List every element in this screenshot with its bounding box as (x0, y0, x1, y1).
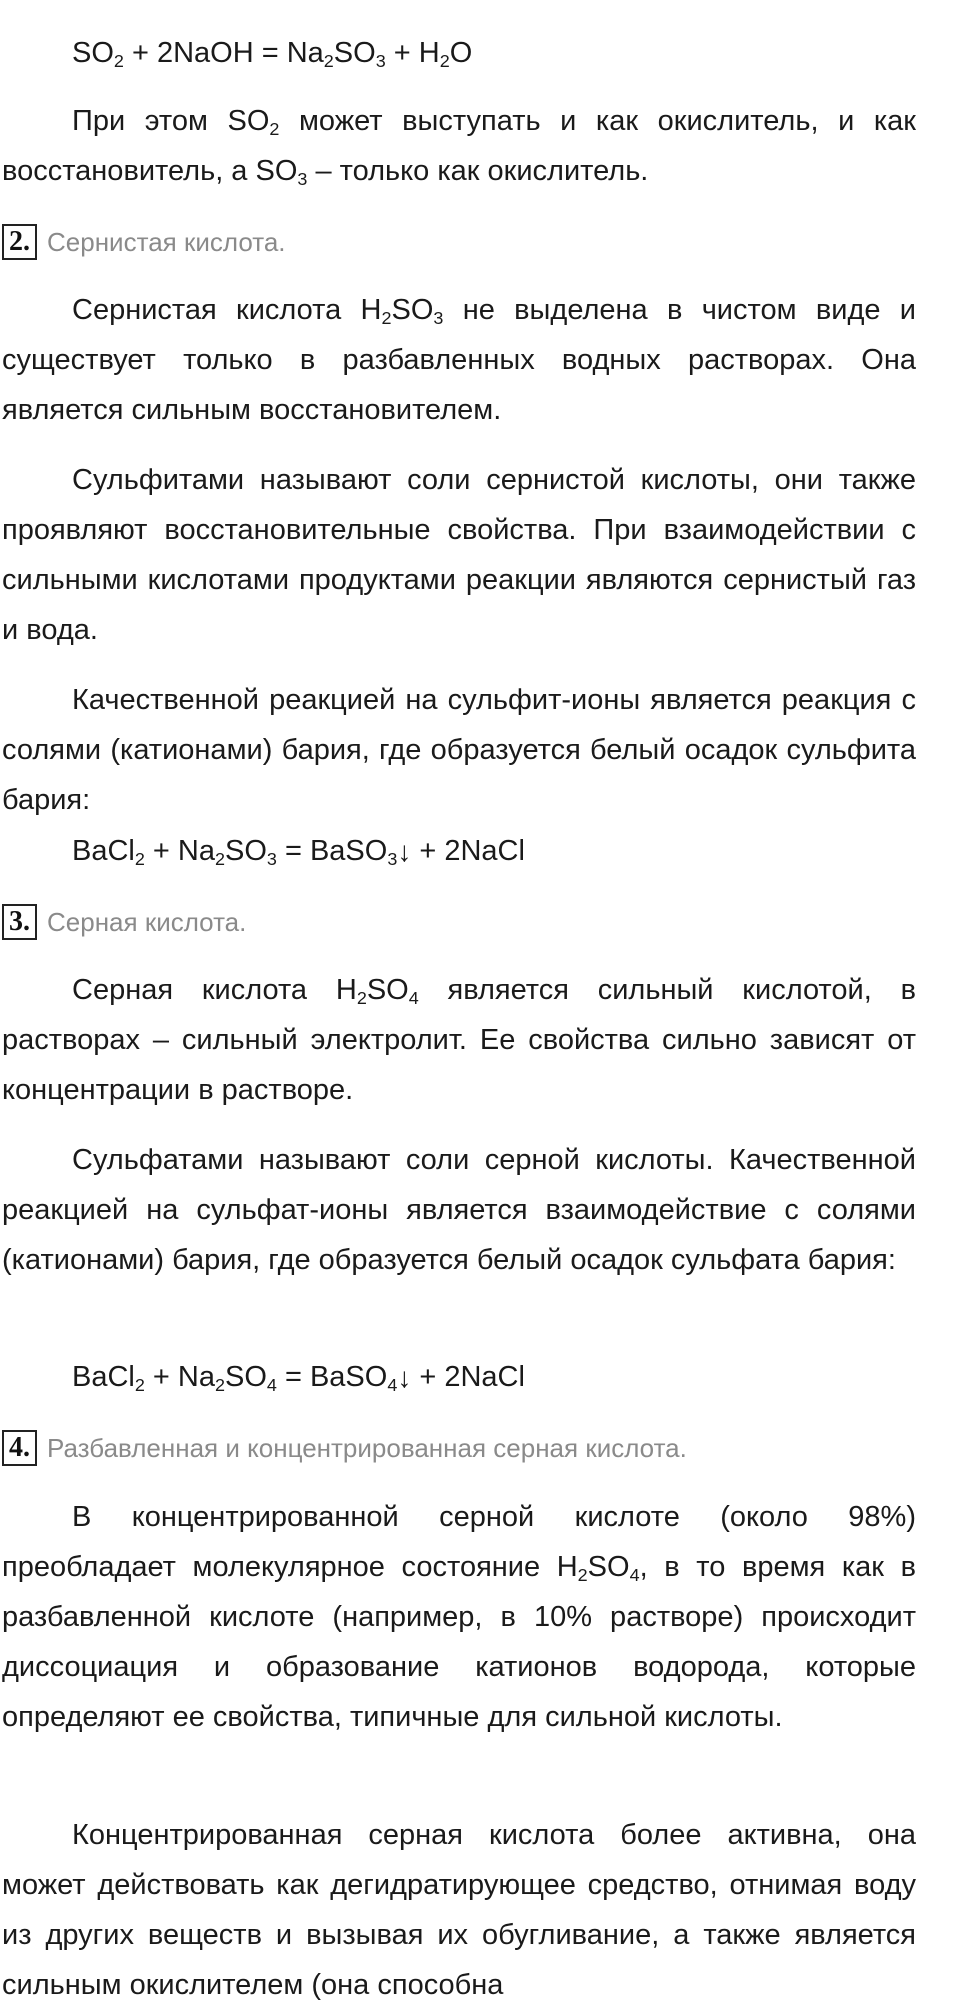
formula-subscript: 4 (387, 1375, 398, 1396)
formula-part: SO (333, 37, 376, 69)
text-run: В концентрированной серной кислоте (около 98%) преобладает молекулярное состояние H (2, 1501, 916, 1583)
text-subscript: 3 (297, 169, 308, 190)
text-run: является сильный кислотой, в растворах – сильный электролит. Ее свойства сильно зависят от концентрации в растворе. (2, 974, 916, 1106)
formula-part: = BaSO (276, 835, 388, 867)
text-run: Серная кислота H (72, 974, 357, 1006)
formula-part: + Na (144, 835, 215, 867)
formula-part: + H (385, 37, 440, 69)
formula-part: + 2NaOH = Na (123, 37, 324, 69)
text-run: не выделена в чистом виде и существует только в разбавленных водных растворах. Она является сильным восстановителем. (2, 294, 916, 426)
precipitate-arrow-icon: ↓ (397, 836, 412, 867)
formula-part: + 2NaCl (411, 835, 525, 867)
formula-subscript: 2 (214, 1375, 225, 1396)
formula-subscript: 2 (134, 1375, 145, 1396)
formula-subscript: 2 (323, 51, 334, 72)
text-run: может выступать и как окислитель, и как восстановитель, а SO (2, 105, 916, 187)
text-run: SO (587, 1551, 630, 1583)
section-title: Сернистая кислота. (47, 226, 286, 257)
paragraph-qualitative-sulfite: Качественной реакцией на сульфит-ионы является реакция с солями (катионами) бария, где образуется белый осадок сульфита бария: (2, 684, 916, 816)
section-title: Разбавленная и концентрированная серная кислота. (47, 1432, 687, 1463)
text-subscript: 2 (381, 308, 392, 329)
precipitate-arrow-icon: ↓ (397, 1362, 412, 1393)
formula-subscript: 2 (134, 849, 145, 870)
formula-subscript: 2 (439, 51, 450, 72)
formula-part: = BaSO (276, 1361, 388, 1393)
formula-barium-sulfate (2, 1352, 916, 1402)
section-number-box: 4. (2, 1430, 37, 1466)
formula-part: BaCl (72, 835, 135, 867)
paragraph-sulfuric-acid (2, 965, 916, 1115)
section-heading-2 (2, 222, 916, 262)
formula-subscript: 2 (113, 51, 124, 72)
paragraph-concentrated-acid (2, 1492, 916, 1742)
text-subscript: 2 (269, 119, 280, 140)
text-run: SO (391, 294, 434, 326)
paragraph-oxidizer (2, 96, 916, 196)
section-title: Серная кислота. (47, 906, 247, 937)
formula-subscript: 3 (266, 849, 277, 870)
text-subscript: 4 (408, 988, 419, 1009)
formula-subscript: 3 (375, 51, 386, 72)
text-subscript: 4 (629, 1565, 640, 1586)
text-subscript: 3 (433, 308, 444, 329)
formula-part: SO (224, 1361, 267, 1393)
formula-part: SO (72, 37, 114, 69)
formula-part: BaCl (72, 1361, 135, 1393)
formula-subscript: 2 (214, 849, 225, 870)
section-number-box: 3. (2, 904, 37, 940)
section-heading-4 (2, 1428, 916, 1468)
text-run: – только как окислитель. (307, 155, 649, 187)
text-run: SO (366, 974, 409, 1006)
paragraph-sulfites: Сульфитами называют соли сернистой кислоты, они также проявляют восстановительные свойства. При взаимодействии с сильными кислотами продуктами реакции являются сернистый газ и вода. (2, 464, 916, 646)
paragraph-concentrated-active: Концентрированная серная кислота более активна, она может действовать как дегидратирующее средство, отнимая воду из других веществ и вызывая их обугливание, а также является сильным окислителем (она способна (2, 1819, 916, 2000)
section-heading-3 (2, 902, 916, 942)
paragraph-sulfates: Сульфатами называют соли серной кислоты. Качественной реакцией на сульфат-ионы является взаимодействие с солями (катионами) бария, где образуется белый осадок сульфата бария: (2, 1144, 916, 1276)
text-run: , в то время как в разбавленной кислоте (например, в 10% растворе) происходит диссоциация и образование катионов водорода, которые определяют ее свойства, типичные для сильной кислоты. (2, 1551, 916, 1733)
formula-part: SO (224, 835, 267, 867)
formula-part: O (449, 37, 473, 69)
formula-subscript: 3 (387, 849, 398, 870)
section-number-box: 2. (2, 224, 37, 260)
text-run: Сернистая кислота H (72, 294, 382, 326)
formula-subscript: 4 (266, 1375, 277, 1396)
formula-so2-naoh (2, 28, 916, 78)
text-subscript: 2 (356, 988, 367, 1009)
formula-part: + 2NaCl (411, 1361, 525, 1393)
formula-part: + Na (144, 1361, 215, 1393)
text-run: При этом SO (72, 105, 270, 137)
text-subscript: 2 (577, 1565, 588, 1586)
paragraph-sulfurous-acid (2, 285, 916, 435)
formula-barium-sulfite (2, 826, 916, 876)
